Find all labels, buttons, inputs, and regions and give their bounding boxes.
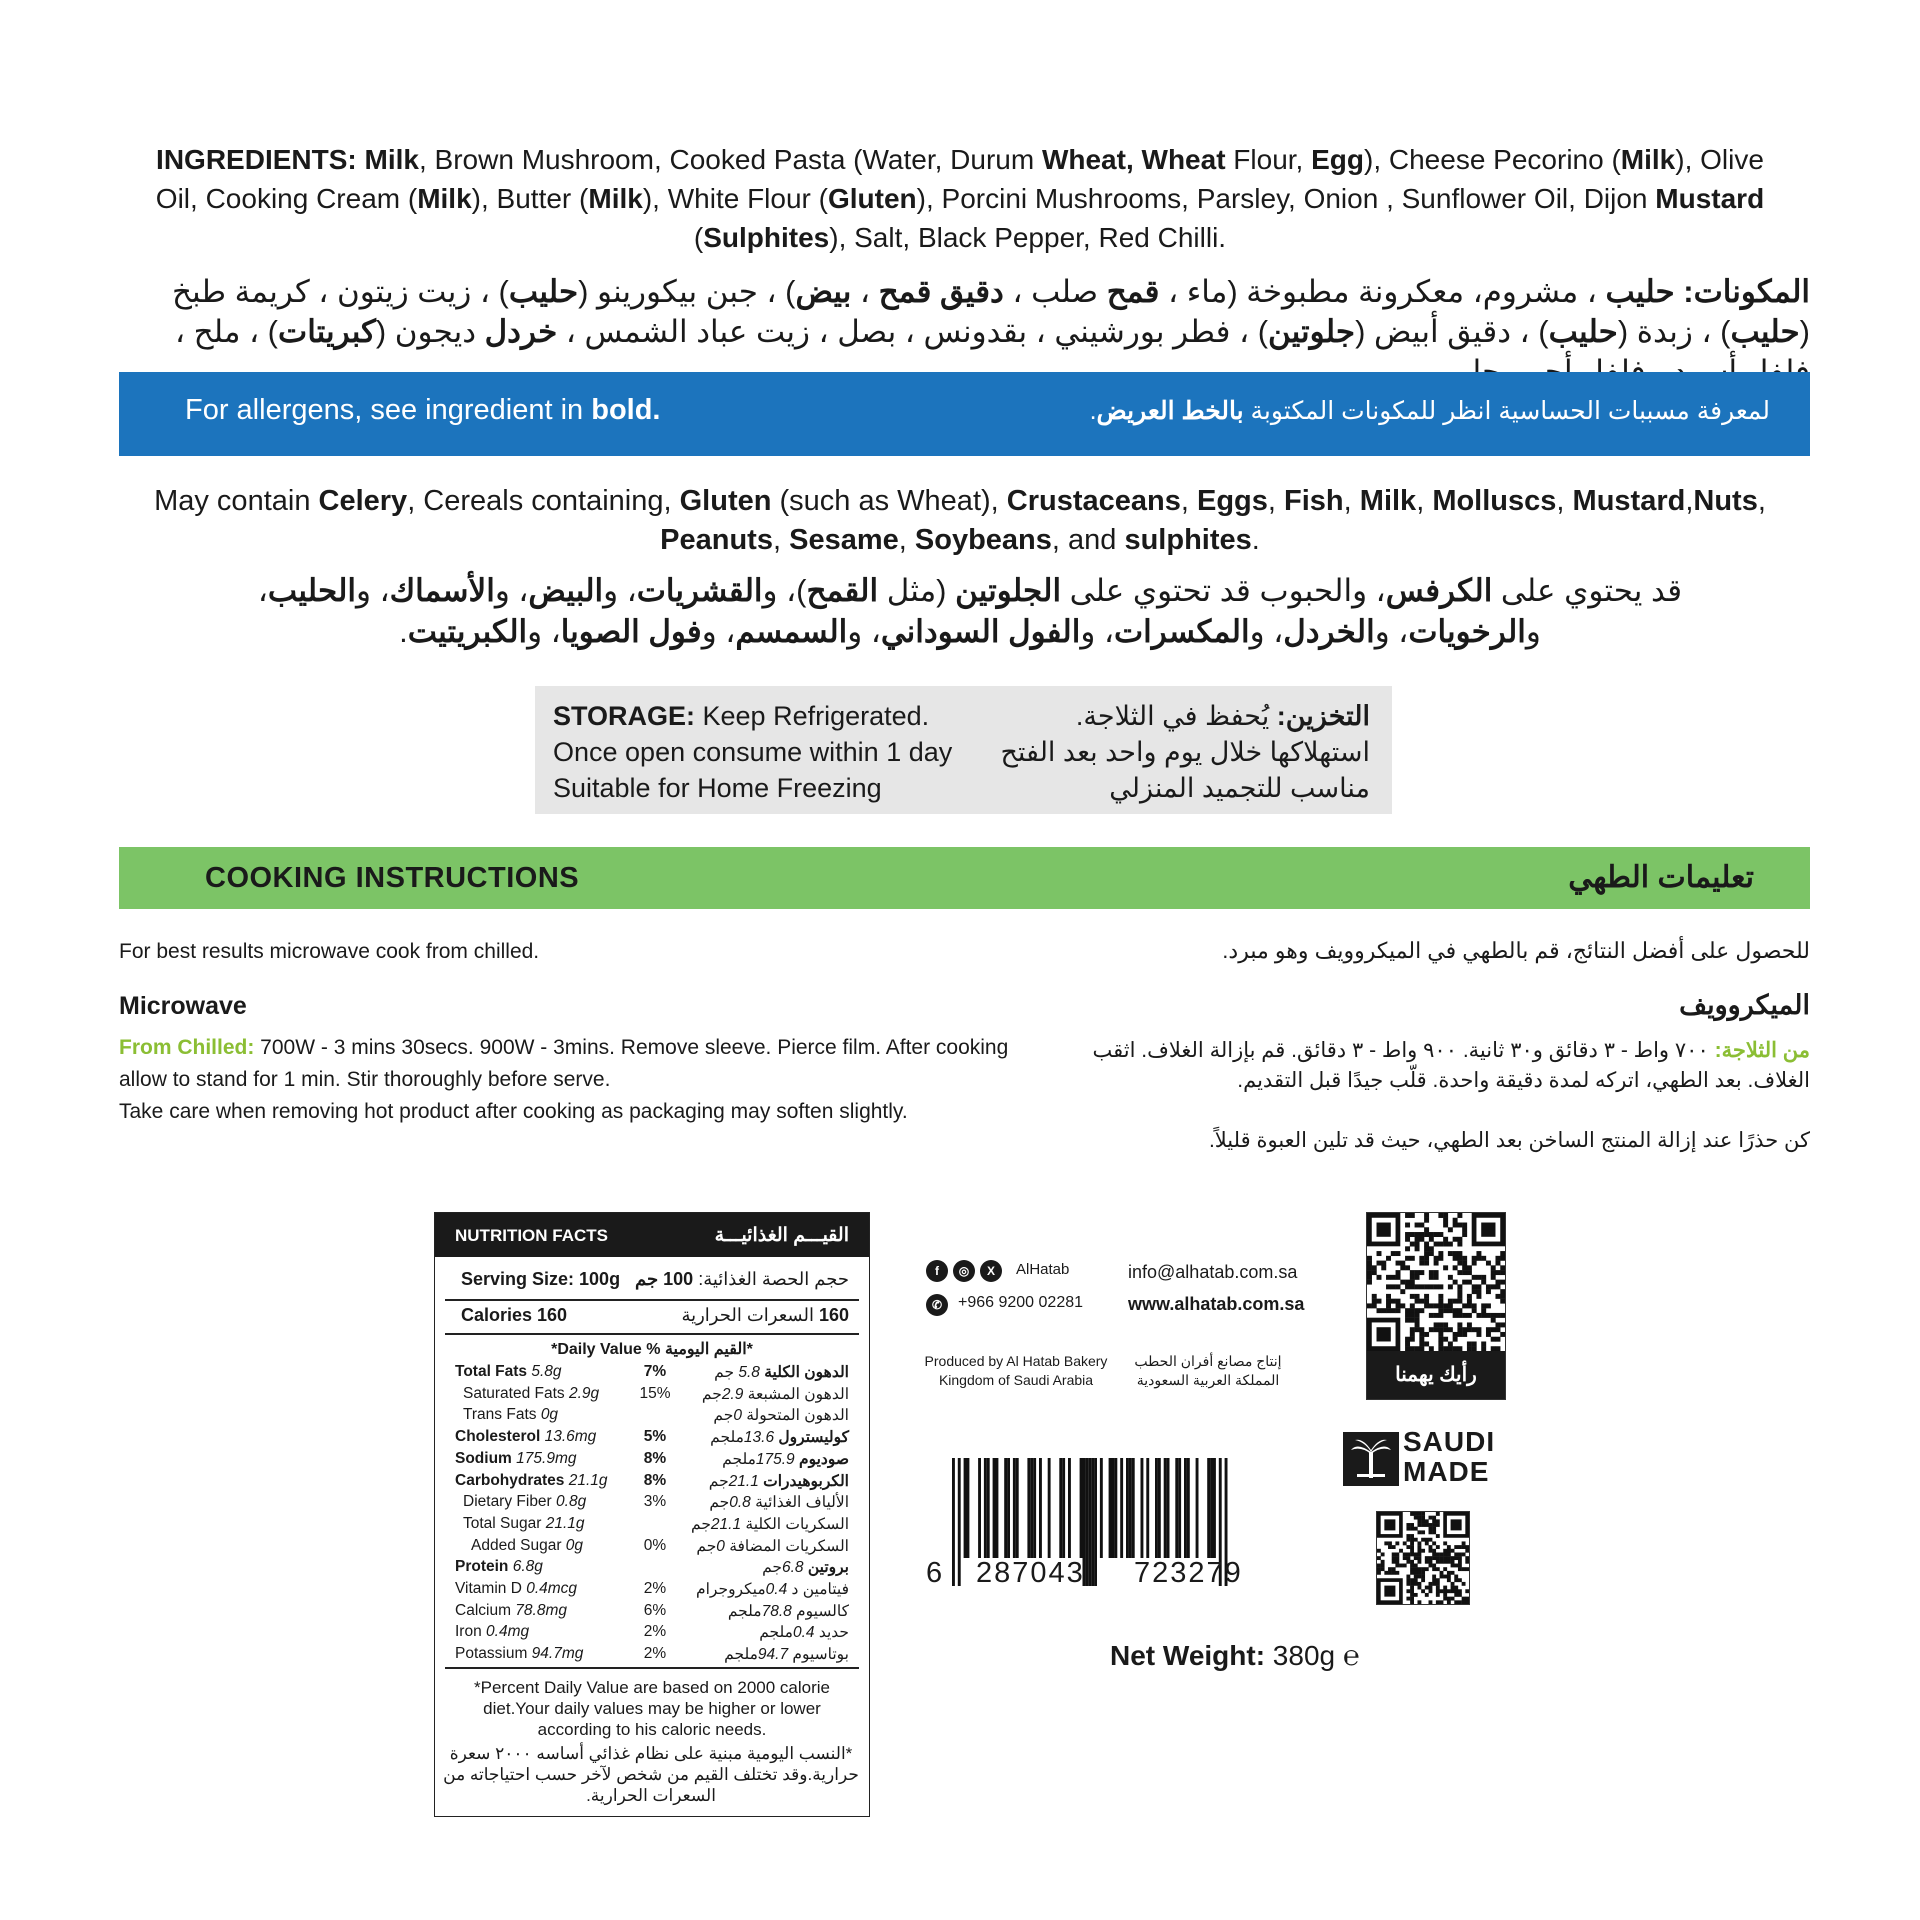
nutrient-name-arabic: الدهون المشبعة 2.9جم xyxy=(701,1385,849,1403)
nutrient-name-english: Potassium 94.7mg xyxy=(455,1645,584,1663)
qr-label: رأيك يهمنا xyxy=(1367,1351,1505,1399)
nutrient-name-english: Vitamin D 0.4mcg xyxy=(455,1580,578,1597)
ingredients-english: INGREDIENTS: Milk, Brown Mushroom, Cooked Pasta (Water, Durum Wheat, Wheat Flour, Egg), Cheese Pecorino (Milk), Olive Oil, Cooking Cream (Milk), Butter (Milk), White Flour (Gluten), Porcini Mushrooms, Parsley, Onion , Sunflower Oil, Dijon Mustard (Sulphites), Salt, Black Pepper, Red Chilli. xyxy=(155,144,1765,253)
nutrition-title-arabic: القيـــم الغذائيـــة xyxy=(714,1225,849,1246)
nutrient-name-arabic: الدهون المتحولة 0جم xyxy=(713,1407,849,1425)
palm-tree-icon xyxy=(1343,1432,1399,1486)
daily-value-footnote-arabic: *النسب اليومية مبنية على نظام غذائي أساسه ٢٠٠٠ سعرة حرارية.وقد تختلف القيم من شخص لآخر حسب احتياجاته من السعرات الحرارية. xyxy=(443,1744,859,1805)
nutrient-name-arabic: صوديوم 175.9ملجم xyxy=(722,1450,849,1468)
nutrition-row xyxy=(455,1472,849,1494)
nutrition-row xyxy=(455,1515,849,1537)
whatsapp-icon: ✆ xyxy=(926,1294,948,1316)
nutrient-name-english: Cholesterol 13.6mg xyxy=(455,1428,597,1446)
nutrient-daily-percent: 8% xyxy=(643,1471,667,1489)
nutrition-row xyxy=(455,1602,849,1624)
nutrient-daily-percent: 6% xyxy=(643,1601,667,1619)
net-weight: Net Weight: 380g ℮ xyxy=(1110,1640,1360,1671)
saudi-made-line1: SAUDI xyxy=(1403,1426,1496,1457)
microwave-heading-english: Microwave xyxy=(119,992,247,1020)
nutrient-name-english: Trans Fats 0g xyxy=(463,1406,559,1424)
nutrition-row xyxy=(455,1493,849,1515)
nutrient-daily-percent: 2% xyxy=(643,1645,667,1663)
may-contain-arabic: قد يحتوي على الكرفس، والحبوب قد تحتوي على الجلوتين (مثل القمح)، والقشريات، والبيض، والأسماك، والحليب، والرخويات، والخردل، والمكسرات، والفول السوداني، والسمسم، وفول الصويا، والكبريتيت. xyxy=(257,573,1683,649)
nutrient-name-arabic: الألياف الغذائية 0.8جم xyxy=(709,1494,849,1512)
best-results-english: For best results microwave cook from chilled. xyxy=(119,940,540,963)
phone-number: +966 9200 02281 xyxy=(958,1294,1084,1311)
calories-arabic: 160 السعرات الحرارية xyxy=(681,1305,849,1325)
calories-english: Calories 160 xyxy=(461,1305,568,1325)
nutrition-title-english: NUTRITION FACTS xyxy=(455,1226,608,1245)
nutrient-name-english: Iron 0.4mg xyxy=(455,1623,530,1641)
cooking-title-english: COOKING INSTRUCTIONS xyxy=(205,862,580,894)
saudi-made-line2: MADE xyxy=(1403,1456,1490,1487)
nutrient-name-arabic: فيتامين د 0.4ميكروجرام xyxy=(696,1581,849,1598)
divider xyxy=(445,1299,859,1301)
nutrient-name-arabic: السكريات الكلية 21.1جم xyxy=(691,1515,849,1533)
nutrient-name-english: Total Sugar 21.1g xyxy=(463,1514,585,1532)
instagram-icon: ◎ xyxy=(953,1260,975,1282)
nutrition-row xyxy=(455,1580,849,1602)
serving-size-english: Serving Size: 100g xyxy=(461,1269,621,1289)
nutrition-row xyxy=(455,1406,849,1428)
nutrient-daily-percent: 0% xyxy=(643,1536,667,1554)
nutrient-name-english: Sodium 175.9mg xyxy=(455,1449,577,1467)
nutrition-row xyxy=(455,1558,849,1580)
allergen-banner xyxy=(119,372,1810,456)
nutrition-row xyxy=(455,1645,849,1667)
allergen-note-english: For allergens, see ingredient in bold. xyxy=(185,394,661,426)
nutrition-row xyxy=(455,1428,849,1450)
nutrition-row xyxy=(455,1363,849,1385)
nutrient-name-english: Dietary Fiber 0.8g xyxy=(463,1493,587,1511)
x-icon: X xyxy=(980,1260,1002,1282)
brand-handle: AlHatab xyxy=(1016,1261,1070,1278)
storage-box xyxy=(535,686,1392,814)
facebook-icon: f xyxy=(926,1260,948,1282)
nutrient-daily-percent: 3% xyxy=(643,1493,667,1511)
website-url: www.alhatab.com.sa xyxy=(1128,1294,1305,1314)
nutrient-name-arabic: حديد 0.4ملجم xyxy=(759,1624,849,1642)
storage-arabic: التخزين: يُحفظ في الثلاجة. استهلاكها خلال يوم واحد بعد الفتح مناسب للتجميد المنزلي xyxy=(1000,701,1370,803)
serving-size-arabic: حجم الحصة الغذائية: 100 جم xyxy=(635,1269,849,1289)
saudi-made-text xyxy=(1403,1427,1495,1487)
nutrient-name-english: Saturated Fats 2.9g xyxy=(463,1384,600,1402)
nutrient-daily-percent: 2% xyxy=(643,1580,667,1597)
nutrient-name-english: Total Fats 5.8g xyxy=(455,1363,562,1380)
ingredients-arabic: المكونات: حليب ، مشروم، معكرونة مطبوخة (ماء ، قمح صلب ، دقيق قمح ، بيض) ، جبن بيكورينو (حليب) ، زيت زيتون ، كريمة طبخ (حليب) ، زبدة (حليب) ، دقيق أبيض (جلوتين) ، فطر بورشيني ، بقدونس ، بصل ، زيت عباد الشمس ، خردل ديجون (كبريتات) ، ملح ، xyxy=(172,274,1810,349)
divider xyxy=(445,1333,859,1335)
nutrient-daily-percent: 2% xyxy=(643,1623,667,1641)
cooking-instructions-banner xyxy=(119,847,1810,909)
barcode-first-digit: 6 xyxy=(926,1557,943,1589)
nutrient-name-arabic: الكربوهيدرات 21.1جم xyxy=(708,1472,849,1490)
nutrient-name-arabic: السكريات المضافة 0جم xyxy=(696,1537,849,1555)
nutrient-name-arabic: كالسيوم 78.8ملجم xyxy=(727,1602,849,1620)
nutrition-row xyxy=(455,1450,849,1472)
nutrient-name-english: Added Sugar 0g xyxy=(471,1536,584,1554)
divider xyxy=(445,1667,859,1669)
nutrient-daily-percent: 5% xyxy=(643,1428,667,1446)
microwave-instructions-arabic: من الثلاجة: ٧٠٠ واط - ٣ دقائق و٣٠ ثانية. ٩٠٠ واط - ٣ دقائق. قم بإزالة الغلاف. اثقب الغلاف. بعد الطهي، اتركه لمدة دقيقة واحدة. قلّب جيدًا قبل التقديم. كن حذرًا عند إزالة المنتج الساخن بعد الطهي، حيث قد تلين العبوة قليلاً. xyxy=(1092,1039,1810,1152)
may-contain-english: May contain Celery, Cereals containing, Gluten (such as Wheat), Crustaceans, Eggs, Fish, Milk, Molluscs, Mustard,Nuts, Peanuts, Sesame, Soybeans, and sulphites. xyxy=(154,485,1766,556)
nutrient-name-english: Calcium 78.8mg xyxy=(455,1601,567,1619)
allergen-note-arabic: لمعرفة مسببات الحساسية انظر للمكونات المكتوبة بالخط العريض. xyxy=(1089,397,1770,425)
secondary-qr-code xyxy=(1376,1511,1470,1605)
nutrient-name-english: Carbohydrates 21.1g xyxy=(455,1471,608,1489)
nutrient-name-arabic: بروتين 6.8جم xyxy=(762,1559,849,1577)
barcode-left-group: 287043 xyxy=(976,1557,1085,1589)
qr-code-image xyxy=(1377,1512,1469,1604)
nutrition-row xyxy=(455,1385,849,1407)
nutrition-header xyxy=(435,1213,869,1257)
microwave-instructions-english: From Chilled: 700W - 3 mins 30secs. 900W - 3mins. Remove sleeve. Pierce film. After cooking allow to stand for 1 min. Stir thoroughly before serve. Take care when removing hot product after cooking as packaging may soften slightly. xyxy=(119,1036,1009,1123)
nutrient-name-arabic: الدهون الكلية 5.8 جم xyxy=(714,1364,849,1381)
nutrient-daily-percent: 8% xyxy=(643,1449,667,1467)
nutrient-name-arabic: كوليسترول 13.6ملجم xyxy=(710,1429,849,1447)
microwave-heading-arabic: الميكروويف xyxy=(1679,990,1810,1020)
barcode-right-group: 723279 xyxy=(1134,1557,1243,1589)
email-address: info@alhatab.com.sa xyxy=(1128,1262,1298,1282)
nutrition-facts-panel xyxy=(434,1212,870,1817)
nutrient-name-arabic: بوتاسيوم 94.7ملجم xyxy=(724,1646,849,1664)
daily-value-header: *Daily Value % القيم اليومية* xyxy=(551,1341,753,1358)
nutrition-row xyxy=(455,1623,849,1645)
producer-arabic: إنتاج مصانع أفران الحطب المملكة العربية السعودية xyxy=(1134,1353,1282,1388)
barcode-number xyxy=(926,1557,1306,1587)
nutrient-daily-percent: 7% xyxy=(643,1363,667,1380)
daily-value-footnote-english: *Percent Daily Value are based on 2000 calorie diet.Your daily values may be higher or lower according to his caloric needs. xyxy=(474,1678,830,1739)
feedback-qr-code xyxy=(1366,1212,1506,1400)
best-results-arabic: للحصول على أفضل النتائج، قم بالطهي في الميكروويف وهو مبرد. xyxy=(1222,938,1810,963)
producer-english: Produced by Al Hatab Bakery Kingdom of Saudi Arabia xyxy=(924,1353,1108,1388)
nutrient-daily-percent: 15% xyxy=(639,1384,671,1402)
cooking-title-arabic: تعليمات الطهي xyxy=(1568,861,1754,894)
nutrient-name-english: Protein 6.8g xyxy=(455,1558,543,1576)
qr-code-image xyxy=(1367,1213,1505,1351)
nutrition-row xyxy=(455,1537,849,1559)
storage-english: STORAGE: Keep Refrigerated. Once open consume within 1 day Suitable for Home Freezing xyxy=(553,701,953,803)
